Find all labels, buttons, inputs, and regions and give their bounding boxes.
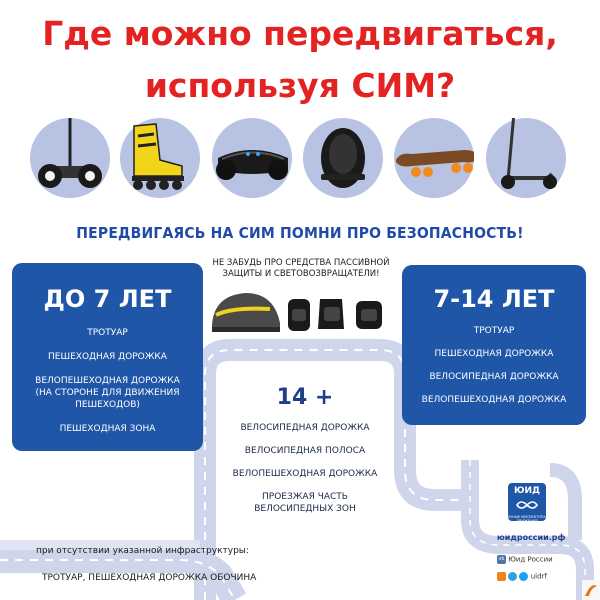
protection-note-line-1: НЕ ЗАБУДЬ ПРО СРЕДСТВА ПАССИВНОЙ (212, 258, 390, 268)
helmet-icon (212, 293, 280, 332)
protection-note (205, 258, 397, 280)
segway-icon (30, 118, 110, 198)
safety-subtitle: ПЕРЕДВИГАЯСЬ НА СИМ ПОМНИ ПРО БЕЗОПАСНОСТЬ! (76, 224, 524, 242)
social-handle: uidrf (530, 572, 547, 581)
twitter-icon (519, 572, 528, 581)
over-14-item: ВЕЛОСИПЕДНЫХ ЗОН (254, 504, 356, 514)
under-7-item: ТРОТУАР (87, 328, 128, 338)
title-line-2: используя СИМ? (144, 66, 456, 105)
logo-caption: ЮНЫЕ ИНСПЕКТОРА ДВИЖЕНИЯ (508, 515, 546, 523)
knee-pad-icon (318, 299, 344, 329)
vehicles-row (30, 118, 580, 198)
vk-label: Юид России (508, 555, 553, 564)
telegram-icon (508, 572, 517, 581)
age-7-14-item: ВЕЛОПЕШЕХОДНАЯ ДОРОЖКА (421, 395, 567, 405)
under-7-item: ПЕШЕХОДОВ) (75, 400, 140, 410)
skateboard-icon (394, 118, 474, 198)
elbow-pad-icon (288, 299, 310, 331)
under-7-item: ВЕЛОПЕШЕХОДНАЯ ДОРОЖКА (35, 376, 180, 386)
social-links[interactable] (497, 572, 547, 581)
under-7-box (12, 263, 203, 451)
age-7-14-box (402, 265, 586, 425)
vk-link[interactable] (497, 555, 553, 564)
over-14-block (220, 385, 390, 526)
age-7-14-item: ПЕШЕХОДНАЯ ДОРОЖКА (434, 349, 554, 359)
under-7-heading: ДО 7 ЛЕТ (43, 285, 172, 313)
under-7-item: ПЕШЕХОДНАЯ ЗОНА (59, 424, 156, 434)
under-7-item: ПЕШЕХОДНАЯ ДОРОЖКА (48, 352, 167, 362)
title-line-1: Где можно передвигаться, (42, 14, 558, 53)
over-14-item: ВЕЛОСИПЕДНАЯ ДОРОЖКА (240, 423, 370, 433)
logo-abbr: ЮИД (513, 486, 541, 496)
hoverboard-icon (212, 118, 292, 198)
ok-icon (497, 572, 506, 581)
vk-icon: vk (498, 556, 505, 562)
age-7-14-heading: 7-14 ЛЕТ (433, 285, 555, 313)
infinity-icon (514, 499, 540, 511)
over-14-heading: 14 + (276, 385, 334, 410)
over-14-item: ПРОЕЗЖАЯ ЧАСТЬ (262, 492, 348, 502)
fallback-infrastructure: ТРОТУАР, ПЕШЕХОДНАЯ ДОРОЖКА ОБОЧИНА (42, 573, 257, 583)
over-14-item: ВЕЛОПЕШЕХОДНАЯ ДОРОЖКА (232, 469, 378, 479)
age-7-14-item: ТРОТУАР (473, 326, 515, 336)
protective-gear-illustration (208, 285, 398, 345)
monowheel-icon (303, 118, 383, 198)
kick-scooter-icon (486, 118, 566, 198)
yuid-logo (508, 483, 546, 521)
corner-badge-icon (582, 580, 600, 600)
under-7-item: (НА СТОРОНЕ ДЛЯ ДВИЖЕНИЯ (35, 388, 180, 398)
over-14-item: ВЕЛОСИПЕДНАЯ ПОЛОСА (244, 446, 366, 456)
site-link[interactable]: юидроссии.рф (497, 533, 566, 542)
age-7-14-item: ВЕЛОСИПЕДНАЯ ДОРОЖКА (429, 372, 559, 382)
wrist-guard-icon (356, 301, 382, 329)
infrastructure-note: при отсутствии указанной инфраструктуры: (36, 546, 249, 556)
protection-note-line-2: ЗАЩИТЫ И СВЕТОВОЗВРАЩАТЕЛИ! (222, 269, 380, 279)
rollerblades-icon (120, 118, 200, 198)
